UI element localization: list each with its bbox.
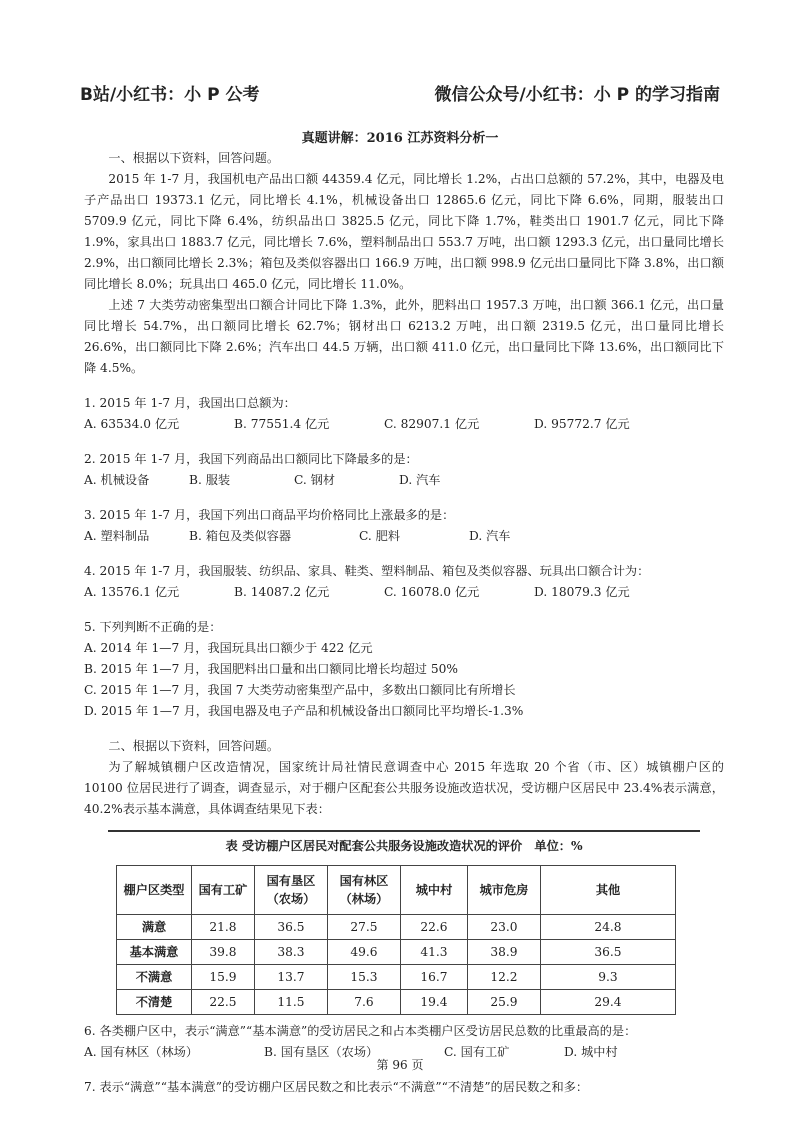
page-number: 第 96 页	[376, 1058, 424, 1072]
section1-paragraph-1: 2015 年 1-7 月，我国机电产品出口额 44359.4 亿元，同比增长 1.2%，占出口总额的 57.2%，其中，电器及电子产品出口 19373.1 亿元，同比增长 4.1%，机械设备出口 12865.6 亿元，同比下降 6.6%，同期，服装出口 5709.9 亿元，同比下降 6.4%，纺织品出口 3825.5 亿元，同比下降 1.7%，鞋类出口 1901.7 亿元，同比下降 1.9%，家具出口 1883.7 亿元，同比增长 7.6%，塑料制品出口 553.7 万吨，出口额 1293.3 亿元，出口量同比增长 2.9%，出口额同比增长 2.3%；箱包及类似容器出口 166.9 万吨，出口额 998.9 亿元出口量同比下降 3.8%，出口额同比增长 8.0%；玩具出口 465.0 亿元，同比增长 11.0%。	[84, 172, 724, 291]
table-cell: 22.5	[192, 990, 255, 1015]
table-cell: 49.6	[328, 940, 401, 965]
row-label: 基本满意	[117, 940, 192, 965]
table-cell: 12.2	[468, 965, 541, 990]
table-cell: 39.8	[192, 940, 255, 965]
q6-option-c[interactable]: C. 国有工矿	[444, 1045, 510, 1059]
row-label: 不清楚	[117, 990, 192, 1015]
question-2-stem: 2. 2015 年 1-7 月，我国下列商品出口额同比下降最多的是：	[84, 452, 418, 466]
section2	[84, 736, 724, 820]
q2-option-a[interactable]: A. 机械设备	[84, 473, 150, 487]
question-3-stem: 3. 2015 年 1-7 月，我国下列出口商品平均价格同比上涨最多的是：	[84, 508, 455, 522]
table-cell: 9.3	[541, 965, 676, 990]
table-cell: 38.3	[255, 940, 328, 965]
header-right-text: 微信公众号/小红书：小 P 的学习指南	[434, 85, 720, 105]
table-row	[117, 915, 676, 940]
table-row	[117, 990, 676, 1015]
q2-option-b[interactable]: B. 服装	[189, 473, 231, 487]
q3-option-b[interactable]: B. 箱包及类似容器	[189, 529, 292, 543]
section2-heading: 二、根据以下资料，回答问题。	[108, 739, 280, 753]
q1-option-a[interactable]: A. 63534.0 亿元	[84, 417, 180, 431]
section1-heading: 一、根据以下资料，回答问题。	[108, 151, 280, 165]
table-cell: 29.4	[541, 990, 676, 1015]
question-3-options	[84, 526, 724, 547]
table-cell: 15.9	[192, 965, 255, 990]
q1-option-b[interactable]: B. 77551.4 亿元	[234, 417, 330, 431]
table-cell: 23.0	[468, 915, 541, 940]
q3-option-d[interactable]: D. 汽车	[469, 529, 511, 543]
q6-option-a[interactable]: A. 国有林区（林场）	[84, 1045, 199, 1059]
question-4	[84, 561, 724, 603]
table-cell: 11.5	[255, 990, 328, 1015]
section1-paragraph-2: 上述 7 大类劳动密集型出口额合计同比下降 1.3%，此外，肥料出口 1957.3 万吨，出口额 366.1 亿元，出口量同比增长 54.7%，出口额同比增长 62.7%；钢材出口 6213.2 万吨，出口额 2319.5 亿元，出口量同比增长 26.6%，出口额同比下降 2.6%；汽车出口 44.5 万辆，出口额 411.0 亿元，出口量同比下降 13.6%，出口额同比下降 4.5%。	[84, 298, 724, 375]
survey-table	[116, 865, 676, 1015]
question-5	[84, 617, 724, 722]
q5-option-d[interactable]: D. 2015 年 1—7 月，我国电器及电子产品和机械设备出口额同比平均增长-1.3%	[84, 704, 524, 718]
table-row	[117, 965, 676, 990]
q6-option-d[interactable]: D. 城中村	[564, 1045, 618, 1059]
q1-option-c[interactable]: C. 82907.1 亿元	[384, 417, 480, 431]
table-cell: 25.9	[468, 990, 541, 1015]
q6-option-b[interactable]: B. 国有垦区（农场）	[264, 1045, 379, 1059]
table-cell: 41.3	[401, 940, 468, 965]
q4-option-c[interactable]: C. 16078.0 亿元	[384, 585, 480, 599]
q4-option-d[interactable]: D. 18079.3 亿元	[534, 585, 630, 599]
table-cell: 36.5	[541, 940, 676, 965]
q3-option-c[interactable]: C. 肥料	[359, 529, 401, 543]
question-2-options	[84, 470, 724, 491]
q4-option-b[interactable]: B. 14087.2 亿元	[234, 585, 330, 599]
question-1-stem: 1. 2015 年 1-7 月，我国出口总额为：	[84, 396, 296, 410]
table-cell: 13.7	[255, 965, 328, 990]
main-content	[84, 148, 724, 1098]
survey-table-block	[108, 830, 700, 1015]
q5-option-c[interactable]: C. 2015 年 1—7 月，我国 7 大类劳动密集型产品中，多数出口额同比有所增长	[84, 683, 516, 697]
q1-option-d[interactable]: D. 95772.7 亿元	[534, 417, 630, 431]
table-corner-header: 棚户区类型	[117, 866, 192, 915]
table-cell: 7.6	[328, 990, 401, 1015]
question-3	[84, 505, 724, 547]
table-cell: 24.8	[541, 915, 676, 940]
page-title: 真题讲解：2016 江苏资料分析一	[301, 131, 499, 146]
table-cell: 27.5	[328, 915, 401, 940]
col-header-guoyou-kenqu: 国有垦区（农场）	[255, 866, 328, 915]
question-6-stem: 6. 各类棚户区中，表示“满意”“基本满意”的受访居民之和占本类棚户区受访居民总数的比重最高的是：	[84, 1024, 637, 1038]
question-7-stem: 7. 表示“满意”“基本满意”的受访棚户区居民数之和比表示“不满意”“不清楚”的居民数之和多：	[84, 1080, 589, 1094]
table-header-row	[117, 866, 676, 915]
table-cell: 36.5	[255, 915, 328, 940]
table-cell: 22.6	[401, 915, 468, 940]
section2-paragraph: 为了解城镇棚户区改造情况，国家统计局社情民意调查中心 2015 年选取 20 个省（市、区）城镇棚户区的 10100 位居民进行了调查，调查显示，对于棚户区配套公共服务设施改造状况，受访棚户区居民中 23.4%表示满意，40.2%表示基本满意，具体调查结果见下表：	[84, 760, 724, 816]
table-cell: 16.7	[401, 965, 468, 990]
col-header-chengzhongcun: 城中村	[401, 866, 468, 915]
q3-option-a[interactable]: A. 塑料制品	[84, 529, 150, 543]
table-caption: 表 受访棚户区居民对配套公共服务设施改造状况的评价 单位：%	[225, 839, 583, 853]
q5-option-a[interactable]: A. 2014 年 1—7 月，我国玩具出口额少于 422 亿元	[84, 641, 373, 655]
question-2	[84, 449, 724, 491]
question-1-options	[84, 414, 724, 435]
question-4-stem: 4. 2015 年 1-7 月，我国服装、纺织品、家具、鞋类、塑料制品、箱包及类似容器、玩具出口额合计为：	[84, 564, 650, 578]
table-cell: 15.3	[328, 965, 401, 990]
col-header-guoyou-gongkuang: 国有工矿	[192, 866, 255, 915]
table-row	[117, 940, 676, 965]
question-7	[84, 1077, 724, 1098]
col-header-qita: 其他	[541, 866, 676, 915]
q5-option-b[interactable]: B. 2015 年 1—7 月，我国肥料出口量和出口额同比增长均超过 50%	[84, 662, 458, 676]
row-label: 满意	[117, 915, 192, 940]
table-cell: 19.4	[401, 990, 468, 1015]
page-header	[80, 80, 720, 106]
question-4-options	[84, 582, 724, 603]
q2-option-c[interactable]: C. 钢材	[294, 473, 336, 487]
table-cell: 38.9	[468, 940, 541, 965]
q2-option-d[interactable]: D. 汽车	[399, 473, 441, 487]
question-1	[84, 393, 724, 435]
col-header-chengshi-weifang: 城市危房	[468, 866, 541, 915]
header-left-text: B站/小红书：小 P 公考	[80, 85, 260, 105]
col-header-guoyou-linqu: 国有林区（林场）	[328, 866, 401, 915]
table-cell: 21.8	[192, 915, 255, 940]
q4-option-a[interactable]: A. 13576.1 亿元	[84, 585, 180, 599]
question-5-stem: 5. 下列判断不正确的是：	[84, 620, 222, 634]
row-label: 不满意	[117, 965, 192, 990]
